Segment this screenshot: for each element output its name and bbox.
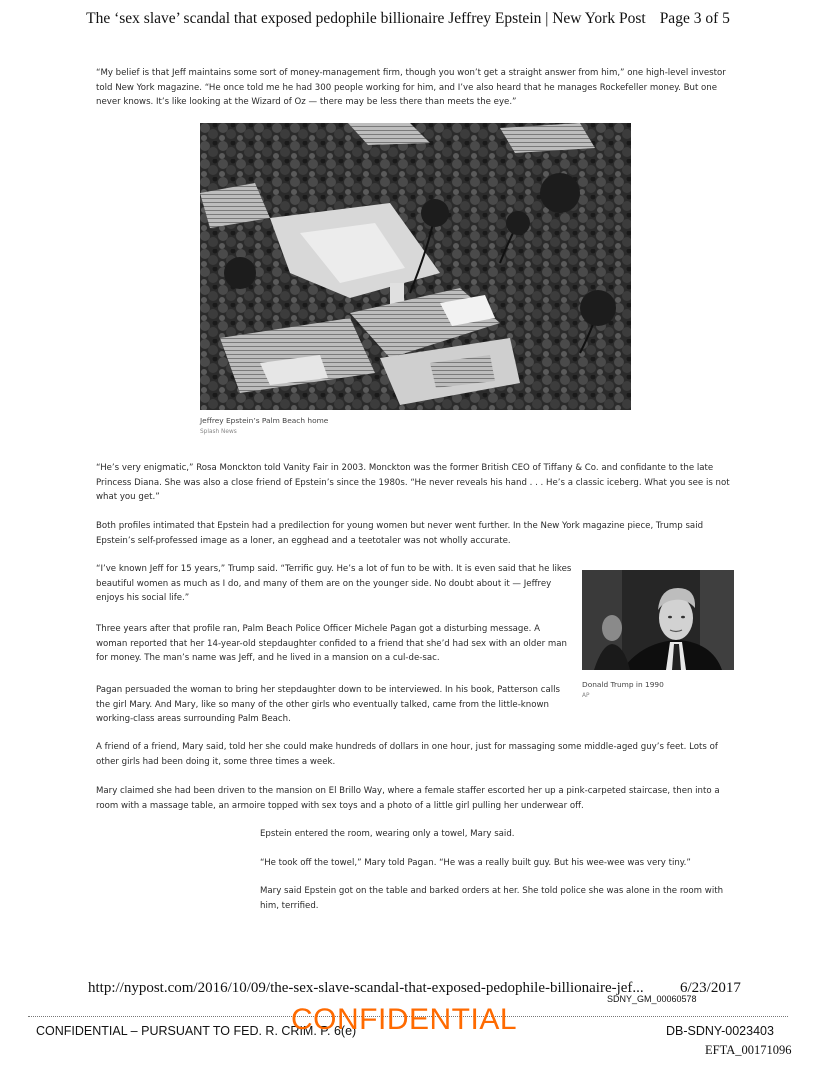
efta-number: EFTA_00171096 (705, 1043, 792, 1057)
confidential-notice: CONFIDENTIAL – PURSUANT TO FED. R. CRIM. P. 6(e) (36, 1024, 357, 1038)
aerial-estate-image (200, 123, 631, 410)
article-paragraph: Three years after that profile ran, Palm Beach Police Officer Michele Pagan got a disturbing message. A woman reported that her 14-year-old stepdaughter confided to a friend that she’d had sex with an older man for money. The man’s name was Jeff, and he lived in a mansion on a cul-de-sac. (96, 624, 567, 664)
bates-number: SDNY_GM_00060578 (607, 994, 697, 1004)
photo-caption: Jeffrey Epstein’s Palm Beach home (200, 416, 329, 425)
photo-credit: AP (582, 693, 590, 699)
article-title: The ‘sex slave’ scandal that exposed pedophile billionaire Jeffrey Epstein | New York Post (86, 10, 646, 27)
trump-1990-photo (582, 570, 734, 670)
document-id: DB-SDNY-0023403 (666, 1024, 774, 1038)
article-paragraph: “He took off the towel,” Mary told Pagan. “He was a really built guy. But his wee-wee was very tiny.” (260, 858, 691, 868)
article-paragraph: Mary claimed she had been driven to the mansion on El Brillo Way, where a female staffer escorted her up a pink-carpeted staircase, then into a room with a massage table, an armoire topped with sex toys and a photo of a little girl pulling her underwear off. (96, 786, 720, 811)
article-paragraph: “I’ve known Jeff for 15 years,” Trump said. “Terrific guy. He’s a lot of fun to be with. It is even said that he likes beautiful women as much as I do, and many of them are on the younger side. No doubt about it — Jeffrey enjoys his social life.” (96, 564, 572, 604)
source-url: http://nypost.com/2016/10/09/the-sex-slave-scandal-that-exposed-pedophile-billionaire-jef... (88, 980, 644, 996)
article-paragraph: Epstein entered the room, wearing only a towel, Mary said. (260, 829, 515, 839)
document-header (0, 10, 816, 28)
photo-caption: Donald Trump in 1990 (582, 680, 664, 689)
article-paragraph: A friend of a friend, Mary said, told her she could make hundreds of dollars in one hour, just for massaging some middle-aged guy’s feet. Lots of other girls had been doing it, some three times a week. (96, 742, 718, 767)
article-paragraph: Both profiles intimated that Epstein had a predilection for young women but never went further. In the New York magazine piece, Trump said Epstein’s self-professed image as a loner, an egghead and a teetotaler was not wholly accurate. (96, 521, 704, 546)
palm-beach-home-photo (200, 123, 631, 410)
article-paragraph: “He’s very enigmatic,” Rosa Monckton told Vanity Fair in 2003. Monckton was the former British CEO of Tiffany & Co. and confidante to the late Princess Diana. She was also a close friend of Epstein’s since the 1980s. “He never reveals his hand . . . He’s a classic iceberg. What you see is not what you get.” (96, 463, 730, 503)
confidential-stamp: CONFIDENTIAL (291, 1003, 518, 1036)
photo-credit: Splash News (200, 429, 237, 435)
article-paragraph: Mary said Epstein got on the table and barked orders at her. She told police she was alone in the room with him, terrified. (260, 886, 724, 911)
page-indicator: Page 3 of 5 (659, 10, 730, 27)
print-date: 6/23/2017 (680, 980, 741, 996)
article-paragraph: “My belief is that Jeff maintains some sort of money-management firm, though you won’t get a straight answer from him,” one high-level investor told New York magazine. “He once told me he had 300 people working for him, and I’ve also heard that he manages Rockefeller money. But one never knows. It’s like looking at the Wizard of Oz — there may be less there than meets the eye.” (96, 68, 726, 108)
portrait-image (582, 570, 734, 670)
article-paragraph: Pagan persuaded the woman to bring her stepdaughter down to be interviewed. In his book, Patterson calls the girl Mary. And Mary, like so many of the other girls who eventually talked, came from the little-known working-class areas surrounding Palm Beach. (96, 685, 560, 725)
